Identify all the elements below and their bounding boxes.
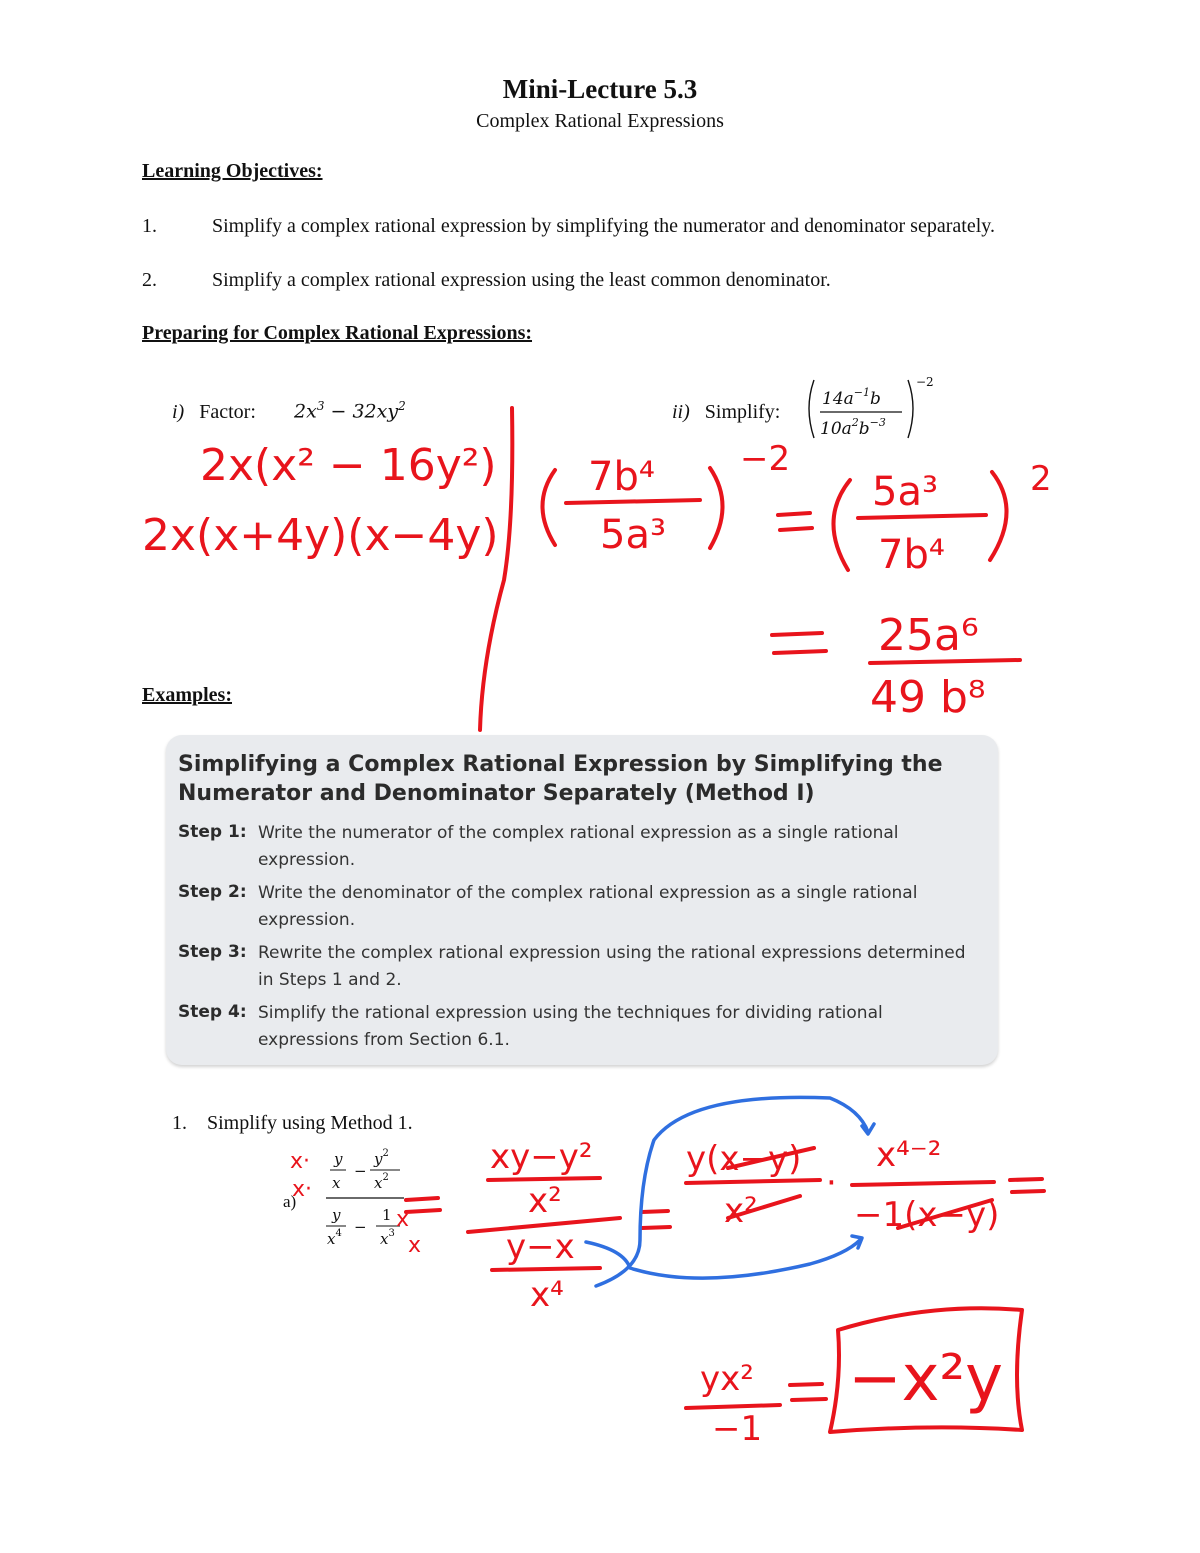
svg-text:14a−1b: $14a^{-1}b$ (822, 386, 881, 409)
hw-numerator: 7b⁴ (588, 454, 655, 500)
svg-text:y2: $y^2$ (374, 1148, 389, 1168)
hw-denominator: 7b⁴ (878, 532, 945, 578)
svg-text:−: − (354, 1162, 367, 1180)
equals-stroke (642, 1227, 670, 1228)
fraction-bar (488, 1178, 600, 1180)
problem-ii-text: Simplify: (704, 401, 781, 423)
objectives-heading: Learning Objectives: (142, 160, 323, 182)
paren-stroke (990, 472, 1007, 560)
examples-heading: Examples: (142, 684, 232, 706)
hw-exponent: −2 (740, 439, 791, 479)
fraction-bar (858, 515, 986, 518)
hw-dot: · (826, 1163, 837, 1203)
equals-stroke (406, 1210, 440, 1212)
factor-step-2: 2x(x+4y)(x−4y) (142, 510, 499, 561)
hw-multiplier: x· (292, 1177, 313, 1202)
svg-text:y: y (334, 1150, 343, 1168)
factor-step-1: 2x(x² − 16y²) (200, 440, 497, 491)
hw-result-numerator: yx² (700, 1359, 754, 1399)
arrow-stroke (586, 1240, 860, 1278)
fraction-bar (566, 500, 700, 503)
equals-stroke (1010, 1179, 1042, 1180)
hw-multiplier: x (408, 1233, 422, 1258)
hw-final-answer: −x²y (848, 1342, 1004, 1416)
equals-stroke (1012, 1191, 1044, 1192)
fraction-bar (852, 1182, 994, 1185)
preparing-heading: Preparing for Complex Rational Expressions: (142, 322, 533, 344)
paren-stroke (543, 470, 556, 545)
equals-stroke (780, 528, 812, 530)
svg-text:10a2b−3: $10a^2b^{-3}$ (820, 416, 886, 439)
hw-result-denominator: −1 (712, 1409, 763, 1449)
svg-text:x: x (332, 1174, 341, 1192)
method-box-title: Simplifying a Complex Rational Expression by Simplifying the Numerator and Denominator Separately (Method I) (178, 752, 943, 806)
hw-numerator: xy−y² (490, 1137, 593, 1177)
hw-exponent: 2 (1030, 459, 1052, 499)
hw-numerator: x⁴⁻² (876, 1135, 942, 1175)
objective-text: Simplify a complex rational expression by simplifying the numerator and denominator separately. (212, 215, 995, 237)
step-label: Step 2: (178, 882, 247, 902)
hw-denominator-denom: x⁴ (530, 1275, 564, 1315)
step-text: Write the numerator of the complex rational expression as a single rational expression. (258, 823, 899, 870)
hw-denominator: x² (724, 1191, 758, 1231)
step-label: Step 3: (178, 942, 247, 962)
hw-denominator: y−x (506, 1227, 575, 1267)
exercise-part-label: a) (283, 1192, 297, 1211)
exercise-number: 1. (172, 1112, 187, 1134)
problem-i-label: i) (172, 401, 185, 423)
step-label: Step 1: (178, 822, 247, 842)
page-title: Mini-Lecture 5.3 (502, 74, 698, 104)
svg-text:x4: $x^4$ (327, 1228, 342, 1248)
equals-stroke (774, 651, 826, 653)
page-subtitle: Complex Rational Expressions (476, 110, 724, 132)
exercise-text: Simplify using Method 1. (207, 1112, 413, 1134)
svg-text:x3: $x^3$ (380, 1228, 395, 1248)
svg-text:1: 1 (382, 1206, 392, 1224)
hw-multiplier: x· (290, 1149, 311, 1174)
objective-number: 1. (142, 215, 157, 237)
hw-numerator: 5a³ (872, 469, 938, 515)
hw-multiplier: x (396, 1207, 410, 1232)
svg-text:y: y (332, 1206, 341, 1224)
equals-stroke (790, 1384, 822, 1385)
fraction-bar (686, 1405, 780, 1408)
equals-stroke (642, 1211, 668, 1212)
hw-denominator: −1(x−y) (854, 1195, 1000, 1235)
fraction-bar (492, 1268, 600, 1270)
fraction-bar (686, 1180, 820, 1183)
problem-i-expression: $2x^3 - 32xy^2$ (294, 399, 406, 423)
equals-stroke (406, 1198, 438, 1200)
paren-stroke (833, 480, 850, 570)
equals-stroke (772, 633, 822, 635)
equals-stroke (792, 1399, 826, 1400)
hw-result-numerator: 25a⁶ (878, 610, 979, 661)
equals-stroke (778, 513, 810, 515)
step-text: Rewrite the complex rational expression using the rational expressions determined in Steps 1 and 2. (258, 943, 966, 990)
hw-result-denominator: 49 b⁸ (870, 672, 986, 723)
objective-number: 2. (142, 269, 157, 291)
hw-numerator-denom: x² (528, 1181, 562, 1221)
svg-text:−: − (354, 1218, 367, 1236)
svg-text:x2: $x^2$ (374, 1172, 389, 1192)
problem-i-text: Factor: (199, 401, 256, 423)
problem-ii-label: ii) (672, 401, 690, 423)
hw-denominator: 5a³ (600, 512, 666, 558)
step-text: Simplify the rational expression using the techniques for dividing rational expressions from Section 6.1. (258, 1003, 883, 1050)
svg-text:−2: −2 (916, 375, 934, 389)
objective-text: Simplify a complex rational expression using the least common denominator. (212, 269, 831, 291)
step-label: Step 4: (178, 1002, 247, 1022)
paren-stroke (710, 468, 723, 548)
hw-numerator: y(x−y) (686, 1139, 802, 1179)
step-text: Write the denominator of the complex rational expression as a single rational expression. (258, 883, 918, 930)
